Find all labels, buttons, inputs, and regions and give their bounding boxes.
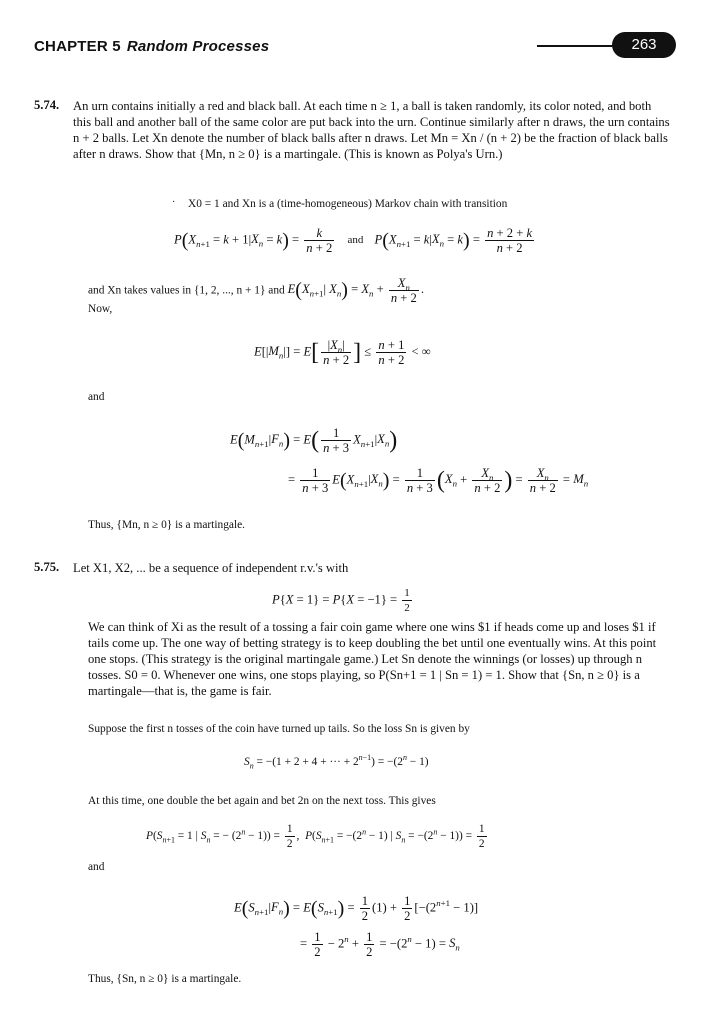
fair-game-equation-2: = $\frac{1}{2}$ − $2^n$ + $\frac{1}{2}$ = $-(2^n - 1) = S_n$ xyxy=(300,930,460,959)
chapter-label: CHAPTER 5 xyxy=(34,38,121,55)
chapter-title: Random Processes xyxy=(126,38,270,55)
and-text: and xyxy=(88,391,105,403)
transition-equations: $P(X_{n+1} = k + 1|X_n = k)$ = $\frac{k}{n + 2}$ and $P(X_{n+1} = k|X_n = k)$ = $\frac{n + 2 + k}{n + 2}$ xyxy=(174,226,533,255)
problem-statement: We can think of Xi as the result of a tossing a fair coin game where one wins $1 if heads come up and loses $1 if tails come up. The one way of betting strategy is to keep doubling the bet until one eventually wins. At this point one stops. (This strategy is the original martingale game.) Let Sn denote the winnings (or losses) up through n tosses. S0 = 0. Whenever one wins, one stops playing, so P(Sn+1 = 1 | Sn = 1) = 1. Show that {Sn, n ≥ 0} is a martingale—that is, the game is fair. xyxy=(88,620,657,698)
conclusion-574: Thus, {Mn, n ≥ 0} is a martingale. xyxy=(88,519,246,531)
conditional-probabilities: $P(S_{n+1} = 1$ | $S_n$ = − $(2^n - 1)$) = $\frac{1}{2}$ , $P(S_{n+1} = -(2^n - 1)$ | $S_n = -(2^n - 1)$) = $\frac{1}{2}$ xyxy=(146,823,485,850)
at-this-time-text: At this time, one double the bet again and bet 2n on the next toss. This gives xyxy=(88,795,436,807)
suppose-text: Suppose the first n tosses of the coin have turned up tails. So the loss Sn is given by xyxy=(88,723,470,735)
problem-line1: Let X1, X2, ... be a sequence of independent r.v.'s with xyxy=(73,561,349,575)
bounded-expectation: $E[|M_n|] = E$[ $\frac{|X_n|}{n + 2}$ ] ≤ $\frac{n + 1}{n + 2}$ < ∞ xyxy=(254,338,431,367)
page-number: 263 xyxy=(612,32,676,58)
header-rule xyxy=(537,45,617,47)
expectation-equation: $E(X_{n+1}|$ $X_n) = X_n$ + $\frac{X_n}{n + 2}$ . xyxy=(287,276,424,305)
fair-game-equation-1: $E(S_{n+1}|F_n) = E(S_{n+1})$ = $\frac{1}{2}$ (1) + $\frac{1}{2}$ $[-(2^{n+1} - 1)]$ xyxy=(234,894,479,923)
problem-number: 5.74. xyxy=(34,98,60,112)
chapter-header xyxy=(34,38,269,55)
now-text: Now, xyxy=(88,303,113,315)
and-text: and xyxy=(88,861,105,873)
loss-equation: $S_n = -(1 + 2 + 4$ + ··· + $2^{n-1}) = -(2^n - 1)$ xyxy=(244,753,429,771)
conclusion-575: Thus, {Sn, n ≥ 0} is a martingale. xyxy=(88,973,242,985)
and-word: and xyxy=(347,234,364,247)
takes-values-label: and Xn takes values in {1, 2, ..., n + 1} and xyxy=(88,284,285,297)
coin-probability-equation: P{X = 1} = P{X = −1} = $\frac{1}{2}$ xyxy=(272,587,410,614)
takes-values-text xyxy=(88,276,424,305)
problem-statement: An urn contains initially a red and black ball. At each time n ≥ 1, a ball is taken randomly, its color noted, and both this ball and another ball of the same color are put back into the urn. Continue similarly after n draws, the urn contains n + 2 balls. Let Xn denote the number of black balls after n draws. Let Mn = Xn / (n + 2) be the fraction of black balls after n draws. Show that {Mn, n ≥ 0} is a martingale. (This is known as Polya's Urn.) xyxy=(73,99,670,161)
martingale-equation-1: $E(M_{n+1}|F_n) = E$( $\frac{1}{n + 3}$ $X_{n+1}|X_n$) xyxy=(230,426,398,455)
bullet: · xyxy=(172,197,176,208)
solution-intro: X0 = 1 and Xn is a (time-homogeneous) Markov chain with transition xyxy=(188,198,508,210)
martingale-equation-2: = $\frac{1}{n + 3}$ $E(X_{n+1}|X_n)$ = $\frac{1}{n + 3}$ ($X_n$ + $\frac{X_n}{n + 2}$ ) = $\frac{X_n}{n + 2}$ = $M_n$ xyxy=(288,466,589,495)
problem-number: 5.75. xyxy=(34,560,60,574)
